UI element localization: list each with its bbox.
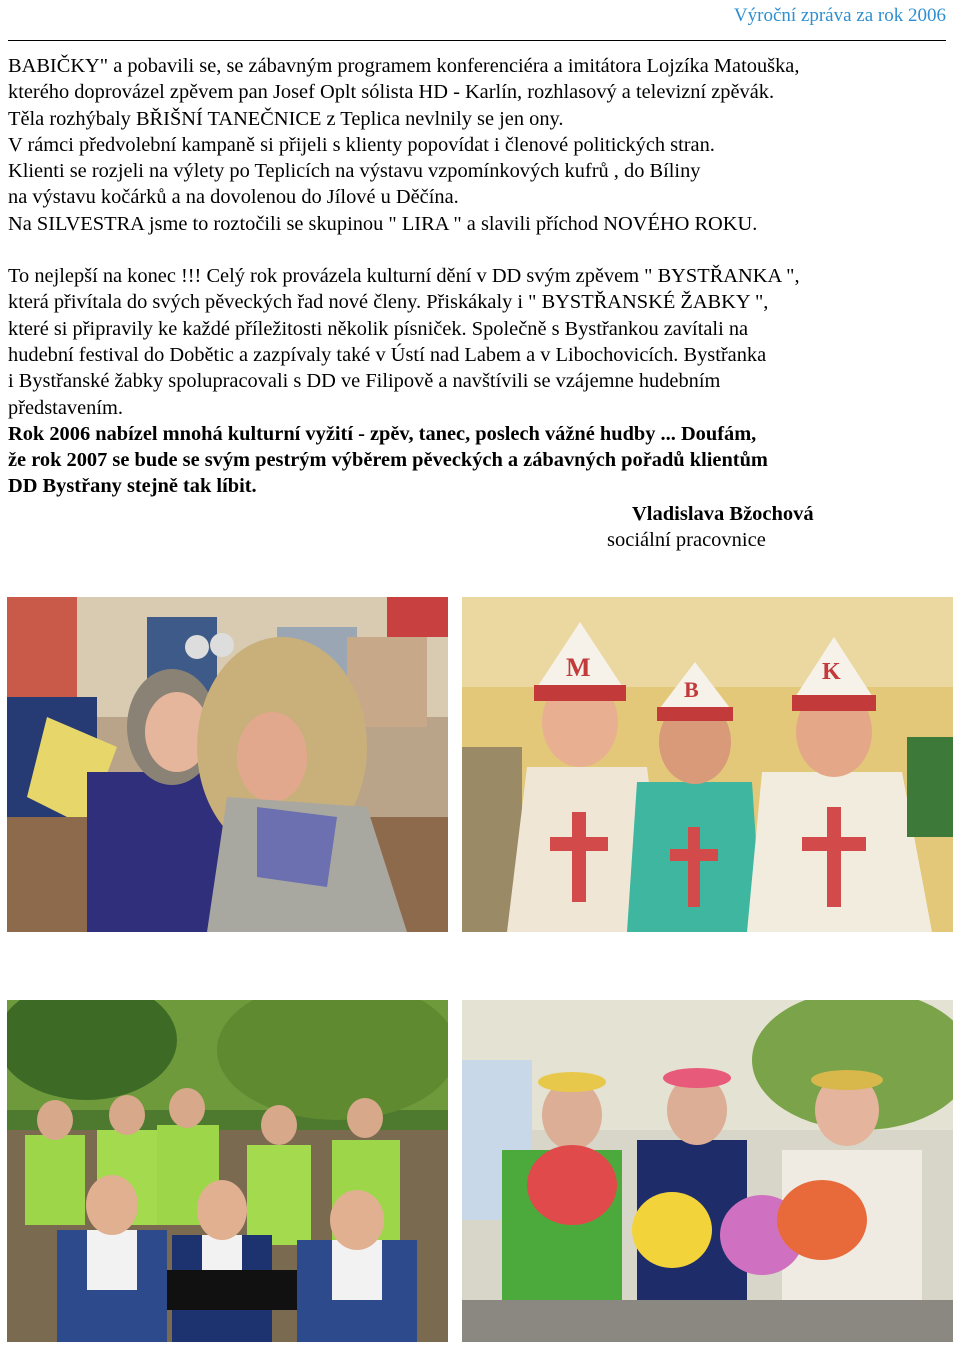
closing-text-line: DD Bystřany stejně tak líbit. bbox=[8, 475, 257, 498]
photo-choir-outdoors bbox=[7, 1000, 448, 1342]
text-line: které si připravily ke každé příležitosti několik písniček. Společně s Bystřankou zavítali na bbox=[8, 317, 749, 340]
photo-three-kings-costumes bbox=[462, 597, 953, 932]
text-line: i Bystřanské žabky spolupracovali s DD ve Filipově a navštívili se vzájemne hudebním bbox=[8, 370, 721, 393]
report-body-text bbox=[8, 53, 953, 500]
text-line: Těla rozhýbaly BŘIŠNÍ TANEČNICE z Teplica nevlnily se jen ony. bbox=[8, 107, 564, 130]
text-line: Na SILVESTRA jsme to roztočili se skupinou " LIRA " a slavili příchod NOVÉHO ROKU. bbox=[8, 212, 758, 235]
text-line: V rámci předvolební kampaně si přijeli s klienty popovídat i členové politických stran. bbox=[8, 133, 715, 156]
photo-flowers-illustration bbox=[462, 1000, 953, 1342]
closing-text-line: že rok 2007 se bude se svým pestrým výběrem pěveckých a zábavných pořadů klientům bbox=[8, 449, 768, 472]
text-line: kterého doprovázel zpěvem pan Josef Oplt sólista HD - Karlín, rozhlasový a televizní zpěvák. bbox=[8, 81, 775, 104]
text-line: která přivítala do svých pěveckých řad nové členy. Přiskákaly i " BYSTŘANSKÉ ŽABKY ", bbox=[8, 291, 769, 314]
photo-choir-illustration bbox=[7, 1000, 448, 1342]
mitre-letter-b: B bbox=[684, 677, 699, 702]
text-line: na výstavu kočárků a na dovolenou do Jílové u Děčína. bbox=[8, 186, 459, 209]
photo-entertainer-illustration bbox=[7, 597, 448, 932]
signature-name: Vladislava Bžochová bbox=[632, 503, 814, 525]
text-line: představením. bbox=[8, 396, 123, 419]
text-line: BABIČKY" a pobavili se, se zábavným programem konferenciéra a imitátora Lojzíka Matouška, bbox=[8, 55, 800, 77]
paragraph-gap bbox=[8, 237, 953, 263]
photo-bishops-illustration bbox=[462, 597, 953, 932]
header-divider bbox=[8, 40, 946, 41]
photo-women-with-flowers bbox=[462, 1000, 953, 1342]
text-line: Klienti se rozjeli na výlety po Teplicích na výstavu vzpomínkových kufrů , do Bíliny bbox=[8, 160, 701, 183]
text-line: To nejlepší na konec !!! Celý rok provázela kulturní dění v DD svým zpěvem " BYSTŘANKA ", bbox=[8, 265, 800, 288]
mitre-letter-k: K bbox=[822, 659, 841, 685]
photo-entertainer-with-client bbox=[7, 597, 448, 932]
closing-text-line: Rok 2006 nabízel mnohá kulturní vyžití - zpěv, tanec, poslech vážné hudby ... Doufám, bbox=[8, 422, 757, 445]
signature-role: sociální pracovnice bbox=[607, 529, 766, 551]
mitre-letter-m: M bbox=[566, 653, 591, 682]
text-line: hudební festival do Dobětic a zazpívaly také v Ústí nad Labem a v Libochovicích. Bystřanka bbox=[8, 343, 767, 366]
report-header-title: Výroční zpráva za rok 2006 bbox=[733, 5, 946, 26]
